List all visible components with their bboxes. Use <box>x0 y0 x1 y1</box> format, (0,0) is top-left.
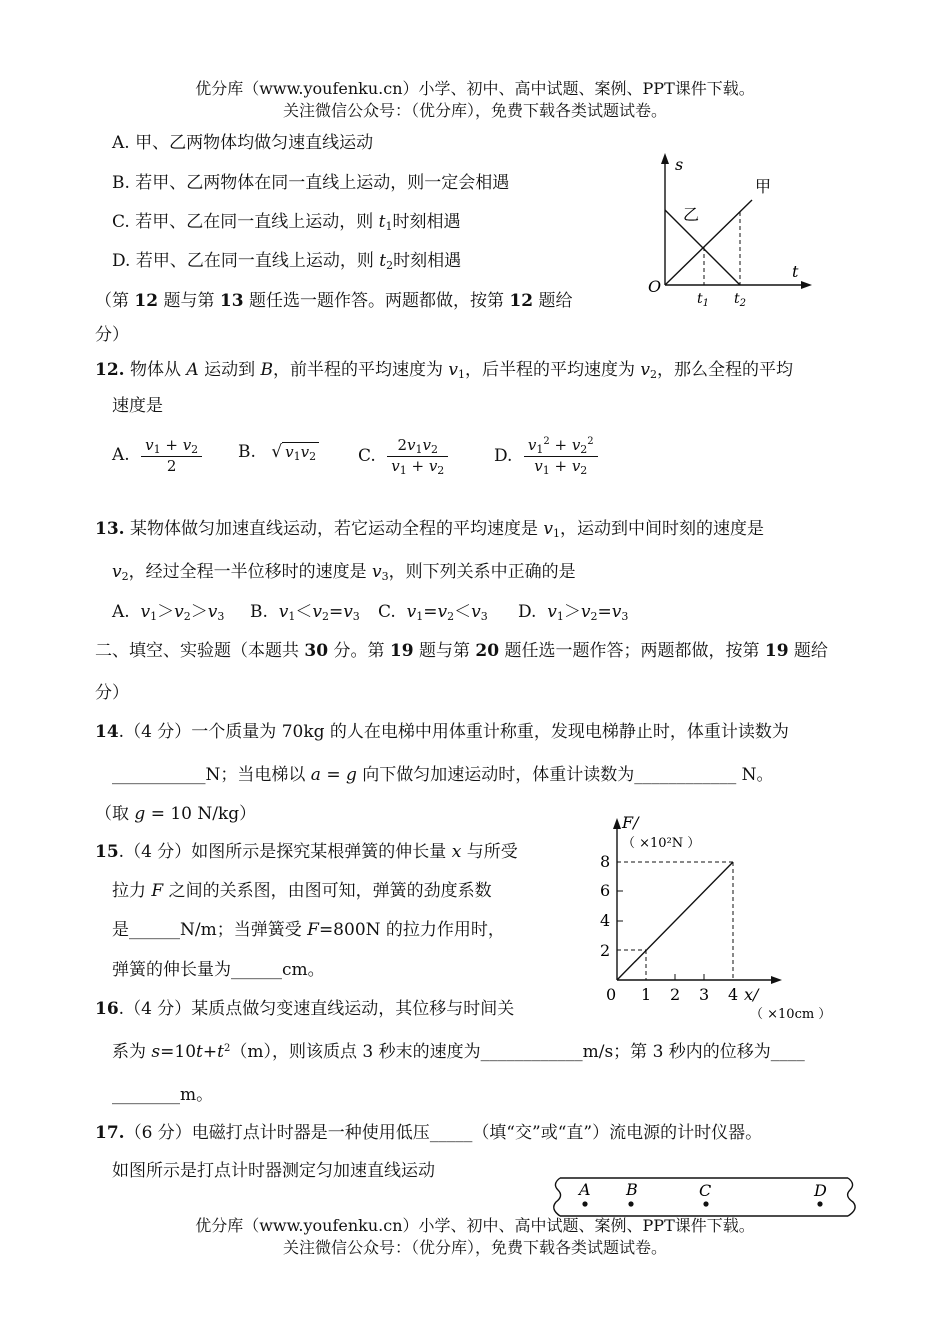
q14-note: （取 g = 10 N/kg） <box>95 804 257 824</box>
t1-label: $t_1$ <box>697 291 710 309</box>
fx-y-arrow <box>613 818 621 829</box>
line-jia <box>665 200 752 285</box>
q17-stem-line2: 如图所示是打点计时器测定匀加速直线运动 <box>112 1161 435 1181</box>
y-axis-arrow <box>661 153 669 164</box>
q11-option-d: D. 若甲、乙在同一直线上运动，则 $t_2$时刻相遇 <box>112 251 462 272</box>
q12-stem-line2: 速度是 <box>112 396 163 416</box>
fx-x-arrow <box>771 976 782 984</box>
x-tick-3: 3 <box>699 985 710 1004</box>
fx-line <box>617 862 733 980</box>
section-2-heading-end: 分） <box>95 683 129 703</box>
y-tick-6: 6 <box>600 881 611 900</box>
selection-note: （第 12 题与第 13 题任选一题作答。两题都做，按第 12 题给 <box>95 291 573 311</box>
tape-dot-d <box>817 1201 822 1206</box>
q15-stem-line3: 是______N/m；当弹簧受 F=800N 的拉力作用时， <box>112 920 505 940</box>
q12-stem: 12. 物体从 A 运动到 B，前半程的平均速度为 $v_1$，后半程的平均速度为 $v_2$，那么全程的平均 <box>95 360 794 381</box>
q14-blank-1: ___________ <box>112 765 206 785</box>
tape-dot-c <box>703 1201 708 1206</box>
tape-right-break <box>848 1178 856 1216</box>
tape-label-d: D <box>814 1181 827 1200</box>
t-label: t <box>792 262 799 281</box>
x-tick-0: 0 <box>606 985 617 1004</box>
s-label: s <box>675 155 684 174</box>
q14-stem: 14.（4 分）一个质量为 70kg 的人在电梯中用体重计称重，发现电梯静止时，体重计读数为 <box>95 722 789 742</box>
jia-label: 甲 <box>755 177 772 196</box>
tape-label-c: C <box>699 1181 712 1200</box>
t2-label: $t_2$ <box>734 291 747 309</box>
q16-blank-1: ____________ <box>480 1042 583 1062</box>
tape-left-break <box>554 1178 561 1216</box>
q12-option-d: D. $\frac{v_1^2 + v_2^2}{v_1 + v_2}$ <box>494 436 598 477</box>
footer-line-2: 关注微信公众号：（优分库），免费下载各类试题试卷。 <box>282 1238 667 1257</box>
section-2-heading: 二、填空、实验题（本题共 30 分。第 19 题与第 20 题任选一题作答；两题都做，按第 19 题给 <box>95 641 828 661</box>
q11-option-b: B. 若甲、乙两物体在同一直线上运动，则一定会相遇 <box>112 173 510 193</box>
q14-stem-line2: ___________N；当电梯以 a = g 向下做匀加速运动时，体重计读数为____________ N。 <box>112 765 774 785</box>
y-tick-4: 4 <box>600 911 611 930</box>
q17-blank: _____ <box>429 1123 473 1143</box>
x-axis-arrow <box>801 281 812 289</box>
y-tick-8: 8 <box>600 852 611 871</box>
q16-stem: 16.（4 分）某质点做匀变速直线运动，其位移与时间关 <box>95 999 515 1019</box>
q15-blank-1: ______ <box>129 920 180 940</box>
q13-option-d: D. $v_1>v_2=v_3$ <box>518 602 629 623</box>
q13-stem-line2: $v_2$，经过全程一半位移时的速度是 $v_3$，则下列关系中正确的是 <box>112 562 576 583</box>
origin-label: O <box>648 277 662 296</box>
footer-line-1: 优分库（www.youfenku.cn）小学、初中、高中试题、案例、PPT课件下载。 <box>195 1216 755 1235</box>
tape-dot-a <box>582 1201 587 1206</box>
q16-stem-line2: 系为 $s=10t+t^2(m)$，则该质点 3 秒末的速度为____________m/s；第 3 秒内的位移为____ <box>112 1042 805 1062</box>
x-axis-label: x/ <box>744 985 759 1004</box>
q15-blank-2: ______ <box>231 960 282 980</box>
y-tick-2: 2 <box>600 941 611 960</box>
q13-stem: 13. 某物体做匀加速直线运动，若它运动全程的平均速度是 $v_1$，运动到中间时刻的速度是 <box>95 519 764 540</box>
F-axis-unit: （ ×10²N ） <box>622 836 701 851</box>
q12-option-b: B. √ $v_1v_2$ <box>238 442 319 463</box>
tape-label-b: B <box>626 1180 638 1199</box>
q15-fx-graph <box>590 810 840 1030</box>
q16-blank-2: ____ <box>770 1042 805 1062</box>
q14-blank-2: ____________ <box>634 765 737 785</box>
q12-option-c: C. $\frac{2v_1v_2}{v_1 + v_2}$ <box>358 436 448 477</box>
yi-label: 乙 <box>683 205 700 224</box>
selection-note-end: 分） <box>95 325 129 345</box>
header-line-2: 关注微信公众号：（优分库），免费下载各类试题试卷。 <box>282 101 667 120</box>
tape-dot-b <box>628 1201 633 1206</box>
q16-stem-line3: ________m。 <box>112 1085 214 1105</box>
q17-stem: 17.（6 分）电磁打点计时器是一种使用低压_____（填“交”或“直”）流电源的计时仪器。 <box>95 1123 763 1143</box>
q11-option-a: A. 甲、乙两物体均做匀速直线运动 <box>112 133 374 153</box>
q12-option-a: A. $\frac{v_1 + v_2}{2}$ <box>112 436 202 475</box>
q15-stem: 15.（4 分）如图所示是探究某根弹簧的伸长量 x 与所受 <box>95 842 518 862</box>
tape-label-a: A <box>579 1180 591 1199</box>
q13-option-c: C. $v_1=v_2<v_3$ <box>378 602 488 623</box>
header-line-1: 优分库（www.youfenku.cn）小学、初中、高中试题、案例、PPT课件下载。 <box>195 79 755 98</box>
q11-option-c: C. 若甲、乙在同一直线上运动，则 $t_1$时刻相遇 <box>112 212 461 233</box>
q13-option-a: A. $v_1>v_2>v_3$ <box>112 602 225 623</box>
q15-stem-line4: 弹簧的伸长量为______cm。 <box>112 960 325 980</box>
q15-stem-line2: 拉力 F 之间的关系图，由图可知，弹簧的劲度系数 <box>112 881 492 901</box>
x-tick-2: 2 <box>670 985 681 1004</box>
x-axis-unit: （ ×10cm ） <box>750 1007 832 1022</box>
q11-st-graph <box>640 150 820 310</box>
x-tick-1: 1 <box>641 985 652 1004</box>
x-tick-4: 4 <box>728 985 739 1004</box>
q13-option-b: B. $v_1<v_2=v_3$ <box>250 602 360 623</box>
F-axis-label: F/ <box>622 813 639 832</box>
